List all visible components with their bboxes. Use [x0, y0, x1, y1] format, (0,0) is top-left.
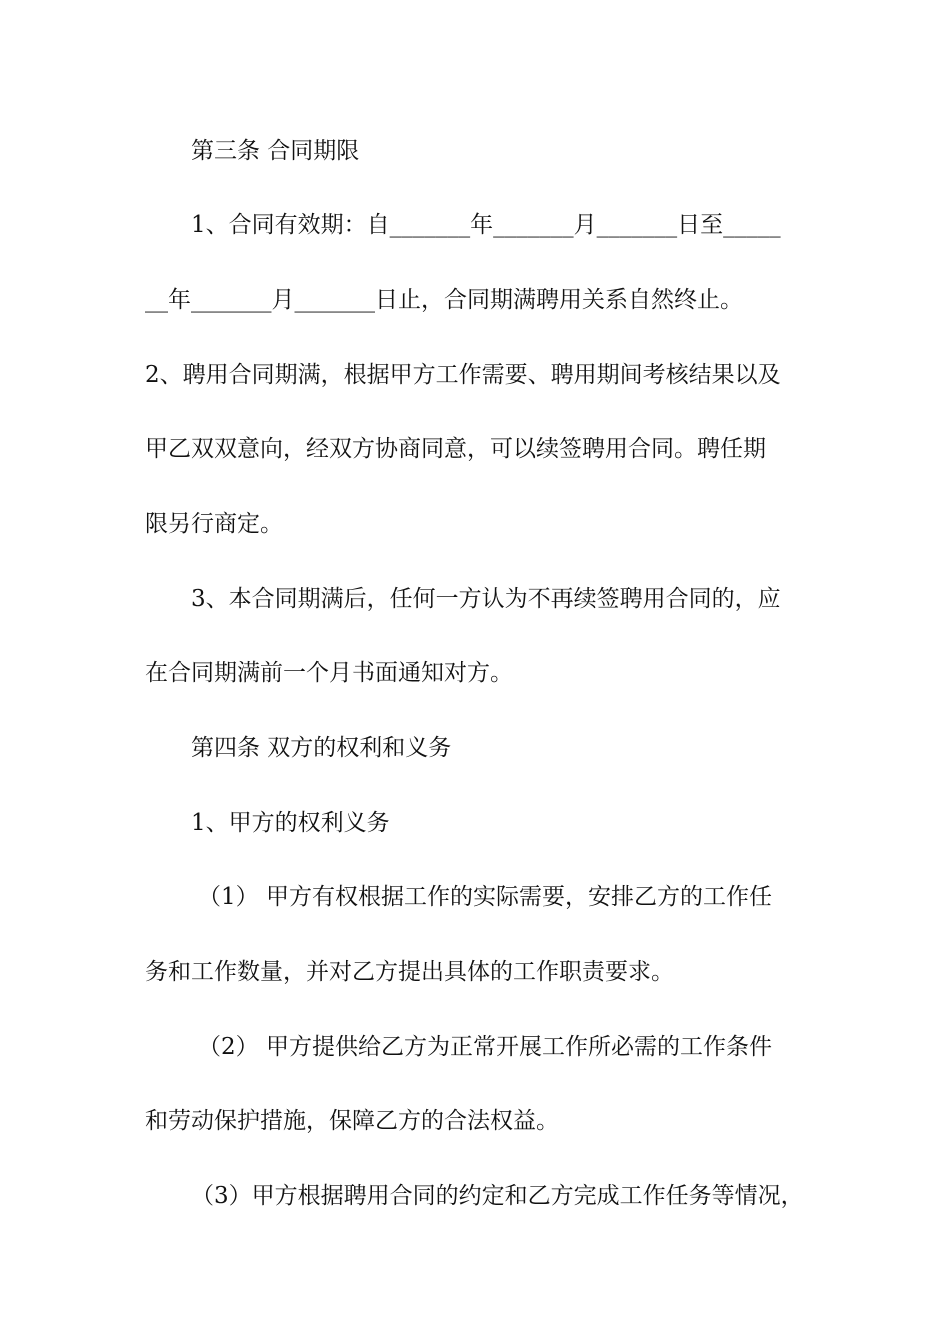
- paragraph-line: （3）甲方根据聘用合同的约定和乙方完成工作任务等情况，: [191, 1183, 804, 1209]
- paragraph-line: 和劳动保护措施，保障乙方的合法权益。: [145, 1108, 559, 1134]
- paragraph-line: 限另行商定。: [145, 511, 283, 537]
- paragraph-line: 1、合同有效期：自_______年_______月_______日至_____: [191, 212, 781, 238]
- section-heading-term: 第三条 合同期限: [191, 138, 360, 164]
- paragraph-line: 务和工作数量，并对乙方提出具体的工作职责要求。: [145, 959, 674, 985]
- paragraph-line: 3、本合同期满后，任何一方认为不再续签聘用合同的，应: [191, 586, 781, 612]
- paragraph-line: （2） 甲方提供给乙方为正常开展工作所必需的工作条件: [198, 1034, 772, 1060]
- subsection-heading: 1、甲方的权利义务: [191, 810, 390, 836]
- section-heading-rights: 第四条 双方的权利和义务: [191, 735, 452, 761]
- paragraph-line: __年_______月_______日止，合同期满聘用关系自然终止。: [145, 287, 743, 313]
- paragraph-line: 在合同期满前一个月书面通知对方。: [145, 660, 513, 686]
- paragraph-line: 甲乙双双意向，经双方协商同意，可以续签聘用合同。聘任期: [145, 436, 766, 462]
- paragraph-line: 2、聘用合同期满，根据甲方工作需要、聘用期间考核结果以及: [145, 362, 781, 388]
- paragraph-line: （1） 甲方有权根据工作的实际需要，安排乙方的工作任: [198, 884, 772, 910]
